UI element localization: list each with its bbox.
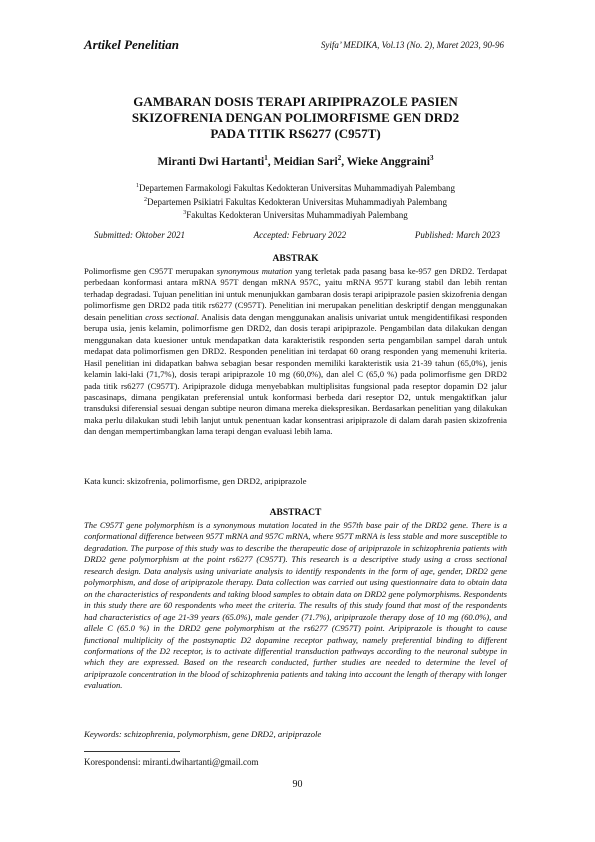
author-list <box>84 154 507 168</box>
abstract-keywords: Keywords: schizophrenia, polymorphism, gene DRD2, aripiprazole <box>84 729 322 739</box>
title-line: GAMBARAN DOSIS TERAPI ARIPIPRAZOLE PASIEN <box>133 94 458 109</box>
correspondence-note: Korespondensi: miranti.dwihartanti@gmail.com <box>84 757 259 767</box>
affiliation-list <box>84 181 507 222</box>
accepted-date: Accepted: February 2022 <box>253 230 347 240</box>
affiliation: $^1$Departemen Farmakologi Fakultas Kedokteran Universitas Muhammadiyah Palembang <box>136 183 455 193</box>
submitted-date: Submitted: Oktober 2021 <box>94 230 185 240</box>
submission-dates <box>94 230 500 240</box>
abstrak-body: Polimorfisme gen C957T merupakan synonymous mutation yang terletak pada pasang basa ke-957 gen DRD2. Terdapat perbedaan konformasi antara mRNA 957T dengan mRNA 957C, yaitu mRNA 957T kurang stabil dan lebih rentan terhadap degradasi. Tujuan penelitian ini untuk menunjukkan gambaran dosis terapi aripiprazole pasien skizofrenia dengan polimorfisme gen DRD2 pada titik rs6277 (C957T). Penelitian ini merupakan penelitian deskriptif dengan menggunakan desain penelitian cross sectional. Analisis data dengan menggunakan analisis univariat untuk mengidentifikasi responden berupa usia, jenis kelamin, polimorfisme gen DRD2, dan dosis terapi aripiprazole. Pengambilan data dilakukan dengan menggunakan data kuesioner untuk mendapatkan data karakteristik responden serta pengambilan sampel darah untuk medapat data polimorfismen gen DRD2. Responden penelitian ini terdapat 60 orang responden yang memenuhi kriteria. Hasil penelitian ini didapatkan bahwa sebagian besar responden memiliki karakteristik usia 21-39 tahun (65,0%), jenis kelamin laki-laki (71,7%), dosis terapi aripiprazole 10 mg (60,0%), dan alel C (65,0 %) pada polimorfisme gen DRD2 pada titik rs6277 (C957T). Aripiprazole diduga menyebabkan multiplisitas fungsional pada reseptor dopamin D2 jalur pascasinaps, dimana pengikatan preferensial untuk konformasi berbeda dari reseptor D2, untuk mengaktifkan jalur transduksi diferensial sesuai dengan subtipe neuron dimana mereka diekspresikan. Berdasarkan penelitian yang dilakukan maka perlu dilakukan studi lebih lanjut untuk penentuan kadar konsentrasi aripiprazole di dalam darah pasien skizofrenia dan dengan mempertimbangkan lama terapi dengan evaluasi lebih lama. <box>84 266 507 437</box>
abstract-body: The C957T gene polymorphism is a synonymous mutation located in the 957th base pair of the DRD2 gene. There is a conformational difference between 957T mRNA and 957C mRNA, where 957T mRNA is less stable and more susceptible to degradation. The purpose of this study was to describe the therapeutic dose of aripiprazole in schizophrenia patients with DRD2 gene polymorphism at the point rs6277 (C957T). This research is a descriptive study using a cross sectional research design. Data analysis using univariate analysis to identify respondents in the form of age, gender, DRD2 gene polymorphism, and dose of aripiprazole therapy. Data collection was carried out using questionnaire data to obtain data on the characteristics of respondents and taking blood samples to obtain data on DRD2 gene polymorphisms. Respondents in this study there are 60 respondents who meet the criteria. The results of this study found that most of the respondents had characteristics of age 21-39 years (65.0%), male gender (71.7%), aripiprazole therapy dose of 10 mg (60.0%), and allele C (65.0 %) in the DRD2 gene polymorphism at the rs6277 (C957T) point. Aripiprazole is thought to cause functional multiplicity of the postsynaptic D2 dopamine receptor pathway, namely preferential binding to different conformations of the D2 receptor, is to activate differential transduction pathways according to the neuronal subtype in which they are expressed. Based on the research conducted, further studies are needed to determine the level of aripiprazole concentration in the blood of schizophrenia patients and taking into account the length of therapy with longer evaluation. <box>84 520 507 691</box>
published-date: Published: March 2023 <box>414 230 500 240</box>
footnote-divider <box>84 751 180 752</box>
author-affil-mark: 2 <box>337 154 342 162</box>
author-affil-mark: 1 <box>264 154 268 162</box>
author-affil-mark: 3 <box>429 154 434 162</box>
affiliation: $^3$Fakultas Kedokteran Universitas Muhammadiyah Palembang <box>183 210 408 220</box>
author-separator: , <box>267 155 274 168</box>
section-label: Artikel Penelitian <box>84 37 179 52</box>
title-line: PADA TITIK RS6277 (C957T) <box>210 126 381 141</box>
abstrak-keywords: Kata kunci: skizofrenia, polimorfisme, gen DRD2, aripiprazole <box>84 476 307 486</box>
author-name: Wieke Anggraini <box>346 155 430 168</box>
journal-citation: Syifa’ MEDIKA, Vol.13 (No. 2), Maret 2023, 90-96 <box>320 40 504 50</box>
author-separator: , <box>341 155 347 168</box>
article-title <box>84 94 507 142</box>
author-name: Miranti Dwi Hartanti <box>157 155 265 168</box>
title-line: SKIZOFRENIA DENGAN POLIMORFISME GEN DRD2 <box>131 110 460 125</box>
page-number: 90 <box>292 779 303 790</box>
affiliation: $^2$Departemen Psikiatri Fakultas Kedokteran Universitas Muhammadiyah Palembang <box>144 196 447 207</box>
abstract-heading: ABSTRACT <box>269 508 322 518</box>
author-name: Meidian Sari <box>273 155 338 168</box>
abstrak-heading: ABSTRAK <box>272 254 319 264</box>
